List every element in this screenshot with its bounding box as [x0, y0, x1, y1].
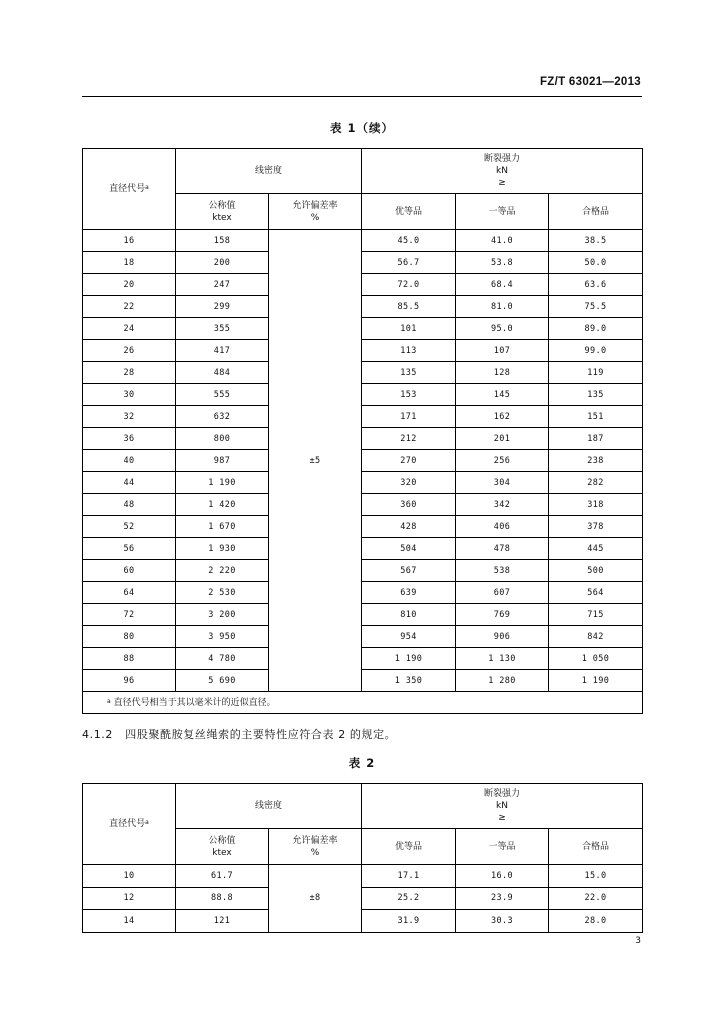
page-number: 3	[635, 936, 641, 946]
header-linear-density: 线密度	[176, 149, 362, 194]
cell-qualified: 15.0	[549, 865, 643, 888]
table-row	[83, 384, 643, 406]
cell-superior: 56.7	[362, 252, 456, 274]
table2-caption: 表 2	[348, 756, 376, 770]
cell-nominal-value: 632	[176, 406, 269, 428]
cell-superior: 153	[362, 384, 456, 406]
cell-superior: 113	[362, 340, 456, 362]
cell-superior: 171	[362, 406, 456, 428]
cell-nominal-value: 1 930	[176, 538, 269, 560]
table-row	[83, 318, 643, 340]
cell-superior: 17.1	[362, 865, 456, 888]
table-row	[83, 428, 643, 450]
cell-qualified: 50.0	[549, 252, 643, 274]
table-row	[83, 626, 643, 648]
cell-nominal-value: 247	[176, 274, 269, 296]
cell-qualified: 318	[549, 494, 643, 516]
cell-diameter-code: 64	[83, 582, 176, 604]
table-row	[83, 538, 643, 560]
cell-diameter-code: 12	[83, 887, 176, 910]
table-row	[83, 274, 643, 296]
cell-first-grade: 607	[456, 582, 549, 604]
cell-tolerance: ±5	[269, 230, 362, 692]
cell-first-grade: 769	[456, 604, 549, 626]
cell-diameter-code: 56	[83, 538, 176, 560]
cell-diameter-code: 40	[83, 450, 176, 472]
header-diameter-code: 直径代号$^a$	[83, 149, 176, 230]
cell-first-grade: 23.9	[456, 887, 549, 910]
cell-nominal-value: 800	[176, 428, 269, 450]
cell-diameter-code: 14	[83, 910, 176, 933]
cell-diameter-code: 32	[83, 406, 176, 428]
header-linear-density: 线密度	[176, 784, 362, 829]
table-row	[83, 362, 643, 384]
table-row	[83, 604, 643, 626]
cell-diameter-code: 30	[83, 384, 176, 406]
cell-first-grade: 41.0	[456, 230, 549, 252]
table-row	[83, 582, 643, 604]
cell-first-grade: 16.0	[456, 865, 549, 888]
cell-qualified: 1 050	[549, 648, 643, 670]
cell-first-grade: 128	[456, 362, 549, 384]
cell-nominal-value: 987	[176, 450, 269, 472]
cell-qualified: 89.0	[549, 318, 643, 340]
cell-diameter-code: 10	[83, 865, 176, 888]
cell-superior: 85.5	[362, 296, 456, 318]
cell-superior: 25.2	[362, 887, 456, 910]
cell-first-grade: 1 130	[456, 648, 549, 670]
cell-superior: 72.0	[362, 274, 456, 296]
cell-qualified: 445	[549, 538, 643, 560]
header-grade-qualified: 合格品	[549, 829, 643, 865]
header-grade-superior: 优等品	[362, 194, 456, 230]
cell-nominal-value: 1 670	[176, 516, 269, 538]
cell-qualified: 378	[549, 516, 643, 538]
cell-superior: 428	[362, 516, 456, 538]
header-grade-first: 一等品	[456, 829, 549, 865]
cell-nominal-value: 2 220	[176, 560, 269, 582]
table2	[82, 783, 643, 933]
cell-superior: 360	[362, 494, 456, 516]
cell-qualified: 282	[549, 472, 643, 494]
cell-qualified: 28.0	[549, 910, 643, 933]
cell-qualified: 135	[549, 384, 643, 406]
cell-qualified: 119	[549, 362, 643, 384]
cell-superior: 270	[362, 450, 456, 472]
cell-diameter-code: 22	[83, 296, 176, 318]
cell-tolerance: ±8	[269, 865, 362, 933]
cell-diameter-code: 96	[83, 670, 176, 692]
cell-nominal-value: 61.7	[176, 865, 269, 888]
header-nominal-value: 公称值 ktex	[176, 194, 269, 230]
standard-code: FZ/T 63021—2013	[539, 76, 641, 88]
cell-diameter-code: 88	[83, 648, 176, 670]
cell-superior: 31.9	[362, 910, 456, 933]
cell-diameter-code: 60	[83, 560, 176, 582]
cell-superior: 567	[362, 560, 456, 582]
cell-first-grade: 95.0	[456, 318, 549, 340]
cell-qualified: 38.5	[549, 230, 643, 252]
cell-first-grade: 30.3	[456, 910, 549, 933]
cell-first-grade: 256	[456, 450, 549, 472]
cell-first-grade: 906	[456, 626, 549, 648]
cell-diameter-code: 36	[83, 428, 176, 450]
table-row	[83, 494, 643, 516]
header-breaking-strength: 断裂强力 kN ≥	[362, 149, 643, 194]
header-rule	[82, 96, 642, 97]
cell-first-grade: 53.8	[456, 252, 549, 274]
cell-qualified: 63.6	[549, 274, 643, 296]
cell-diameter-code: 24	[83, 318, 176, 340]
cell-superior: 212	[362, 428, 456, 450]
table-row	[83, 670, 643, 692]
cell-diameter-code: 44	[83, 472, 176, 494]
table-row	[83, 472, 643, 494]
cell-superior: 101	[362, 318, 456, 340]
table-row	[83, 887, 643, 910]
clause-4-1-2	[82, 726, 396, 742]
cell-diameter-code: 48	[83, 494, 176, 516]
cell-nominal-value: 1 420	[176, 494, 269, 516]
cell-first-grade: 478	[456, 538, 549, 560]
table1	[82, 148, 643, 714]
cell-nominal-value: 5 690	[176, 670, 269, 692]
header-grade-qualified: 合格品	[549, 194, 643, 230]
clause-text: 四股聚酰胺复丝绳索的主要特性应符合表 2 的规定。	[125, 728, 397, 741]
cell-qualified: 500	[549, 560, 643, 582]
header-tolerance: 允许偏差率 %	[269, 829, 362, 865]
table-row	[83, 910, 643, 933]
cell-nominal-value: 555	[176, 384, 269, 406]
cell-diameter-code: 20	[83, 274, 176, 296]
cell-superior: 320	[362, 472, 456, 494]
cell-nominal-value: 158	[176, 230, 269, 252]
header-breaking-strength: 断裂强力 kN ≥	[362, 784, 643, 829]
cell-first-grade: 68.4	[456, 274, 549, 296]
cell-nominal-value: 355	[176, 318, 269, 340]
cell-superior: 45.0	[362, 230, 456, 252]
cell-qualified: 842	[549, 626, 643, 648]
header-nominal-value: 公称值 ktex	[176, 829, 269, 865]
cell-first-grade: 201	[456, 428, 549, 450]
cell-qualified: 238	[549, 450, 643, 472]
table-row	[83, 252, 643, 274]
cell-diameter-code: 26	[83, 340, 176, 362]
cell-superior: 1 350	[362, 670, 456, 692]
cell-qualified: 564	[549, 582, 643, 604]
table-row	[83, 450, 643, 472]
table-row	[83, 516, 643, 538]
cell-nominal-value: 200	[176, 252, 269, 274]
cell-nominal-value: 484	[176, 362, 269, 384]
cell-superior: 504	[362, 538, 456, 560]
cell-first-grade: 145	[456, 384, 549, 406]
cell-first-grade: 406	[456, 516, 549, 538]
cell-nominal-value: 299	[176, 296, 269, 318]
cell-nominal-value: 4 780	[176, 648, 269, 670]
cell-first-grade: 538	[456, 560, 549, 582]
cell-qualified: 715	[549, 604, 643, 626]
table-row	[83, 406, 643, 428]
cell-superior: 954	[362, 626, 456, 648]
cell-qualified: 22.0	[549, 887, 643, 910]
header-tolerance: 允许偏差率 %	[269, 194, 362, 230]
header-grade-first: 一等品	[456, 194, 549, 230]
cell-first-grade: 162	[456, 406, 549, 428]
cell-superior: 639	[362, 582, 456, 604]
table-row	[83, 865, 643, 888]
table-row	[83, 648, 643, 670]
cell-qualified: 75.5	[549, 296, 643, 318]
table1-caption: 表 1（续）	[329, 121, 394, 135]
cell-nominal-value: 3 950	[176, 626, 269, 648]
cell-diameter-code: 80	[83, 626, 176, 648]
cell-nominal-value: 417	[176, 340, 269, 362]
cell-diameter-code: 18	[83, 252, 176, 274]
cell-first-grade: 81.0	[456, 296, 549, 318]
cell-diameter-code: 52	[83, 516, 176, 538]
cell-diameter-code: 16	[83, 230, 176, 252]
cell-qualified: 187	[549, 428, 643, 450]
table-row	[83, 560, 643, 582]
cell-first-grade: 1 280	[456, 670, 549, 692]
header-diameter-code: 直径代号$^a$	[83, 784, 176, 865]
cell-qualified: 99.0	[549, 340, 643, 362]
table1-footnote: $^a$ 直径代号相当于其以毫米计的近似直径。	[83, 692, 643, 714]
table-row	[83, 230, 643, 252]
cell-nominal-value: 1 190	[176, 472, 269, 494]
cell-nominal-value: 3 200	[176, 604, 269, 626]
table-row	[83, 296, 643, 318]
cell-qualified: 151	[549, 406, 643, 428]
header-grade-superior: 优等品	[362, 829, 456, 865]
cell-diameter-code: 28	[83, 362, 176, 384]
cell-first-grade: 342	[456, 494, 549, 516]
cell-diameter-code: 72	[83, 604, 176, 626]
table-row	[83, 340, 643, 362]
clause-number: 4.1.2	[82, 728, 113, 741]
cell-superior: 1 190	[362, 648, 456, 670]
cell-nominal-value: 2 530	[176, 582, 269, 604]
cell-first-grade: 107	[456, 340, 549, 362]
cell-qualified: 1 190	[549, 670, 643, 692]
cell-superior: 810	[362, 604, 456, 626]
cell-superior: 135	[362, 362, 456, 384]
cell-nominal-value: 88.8	[176, 887, 269, 910]
cell-first-grade: 304	[456, 472, 549, 494]
cell-nominal-value: 121	[176, 910, 269, 933]
